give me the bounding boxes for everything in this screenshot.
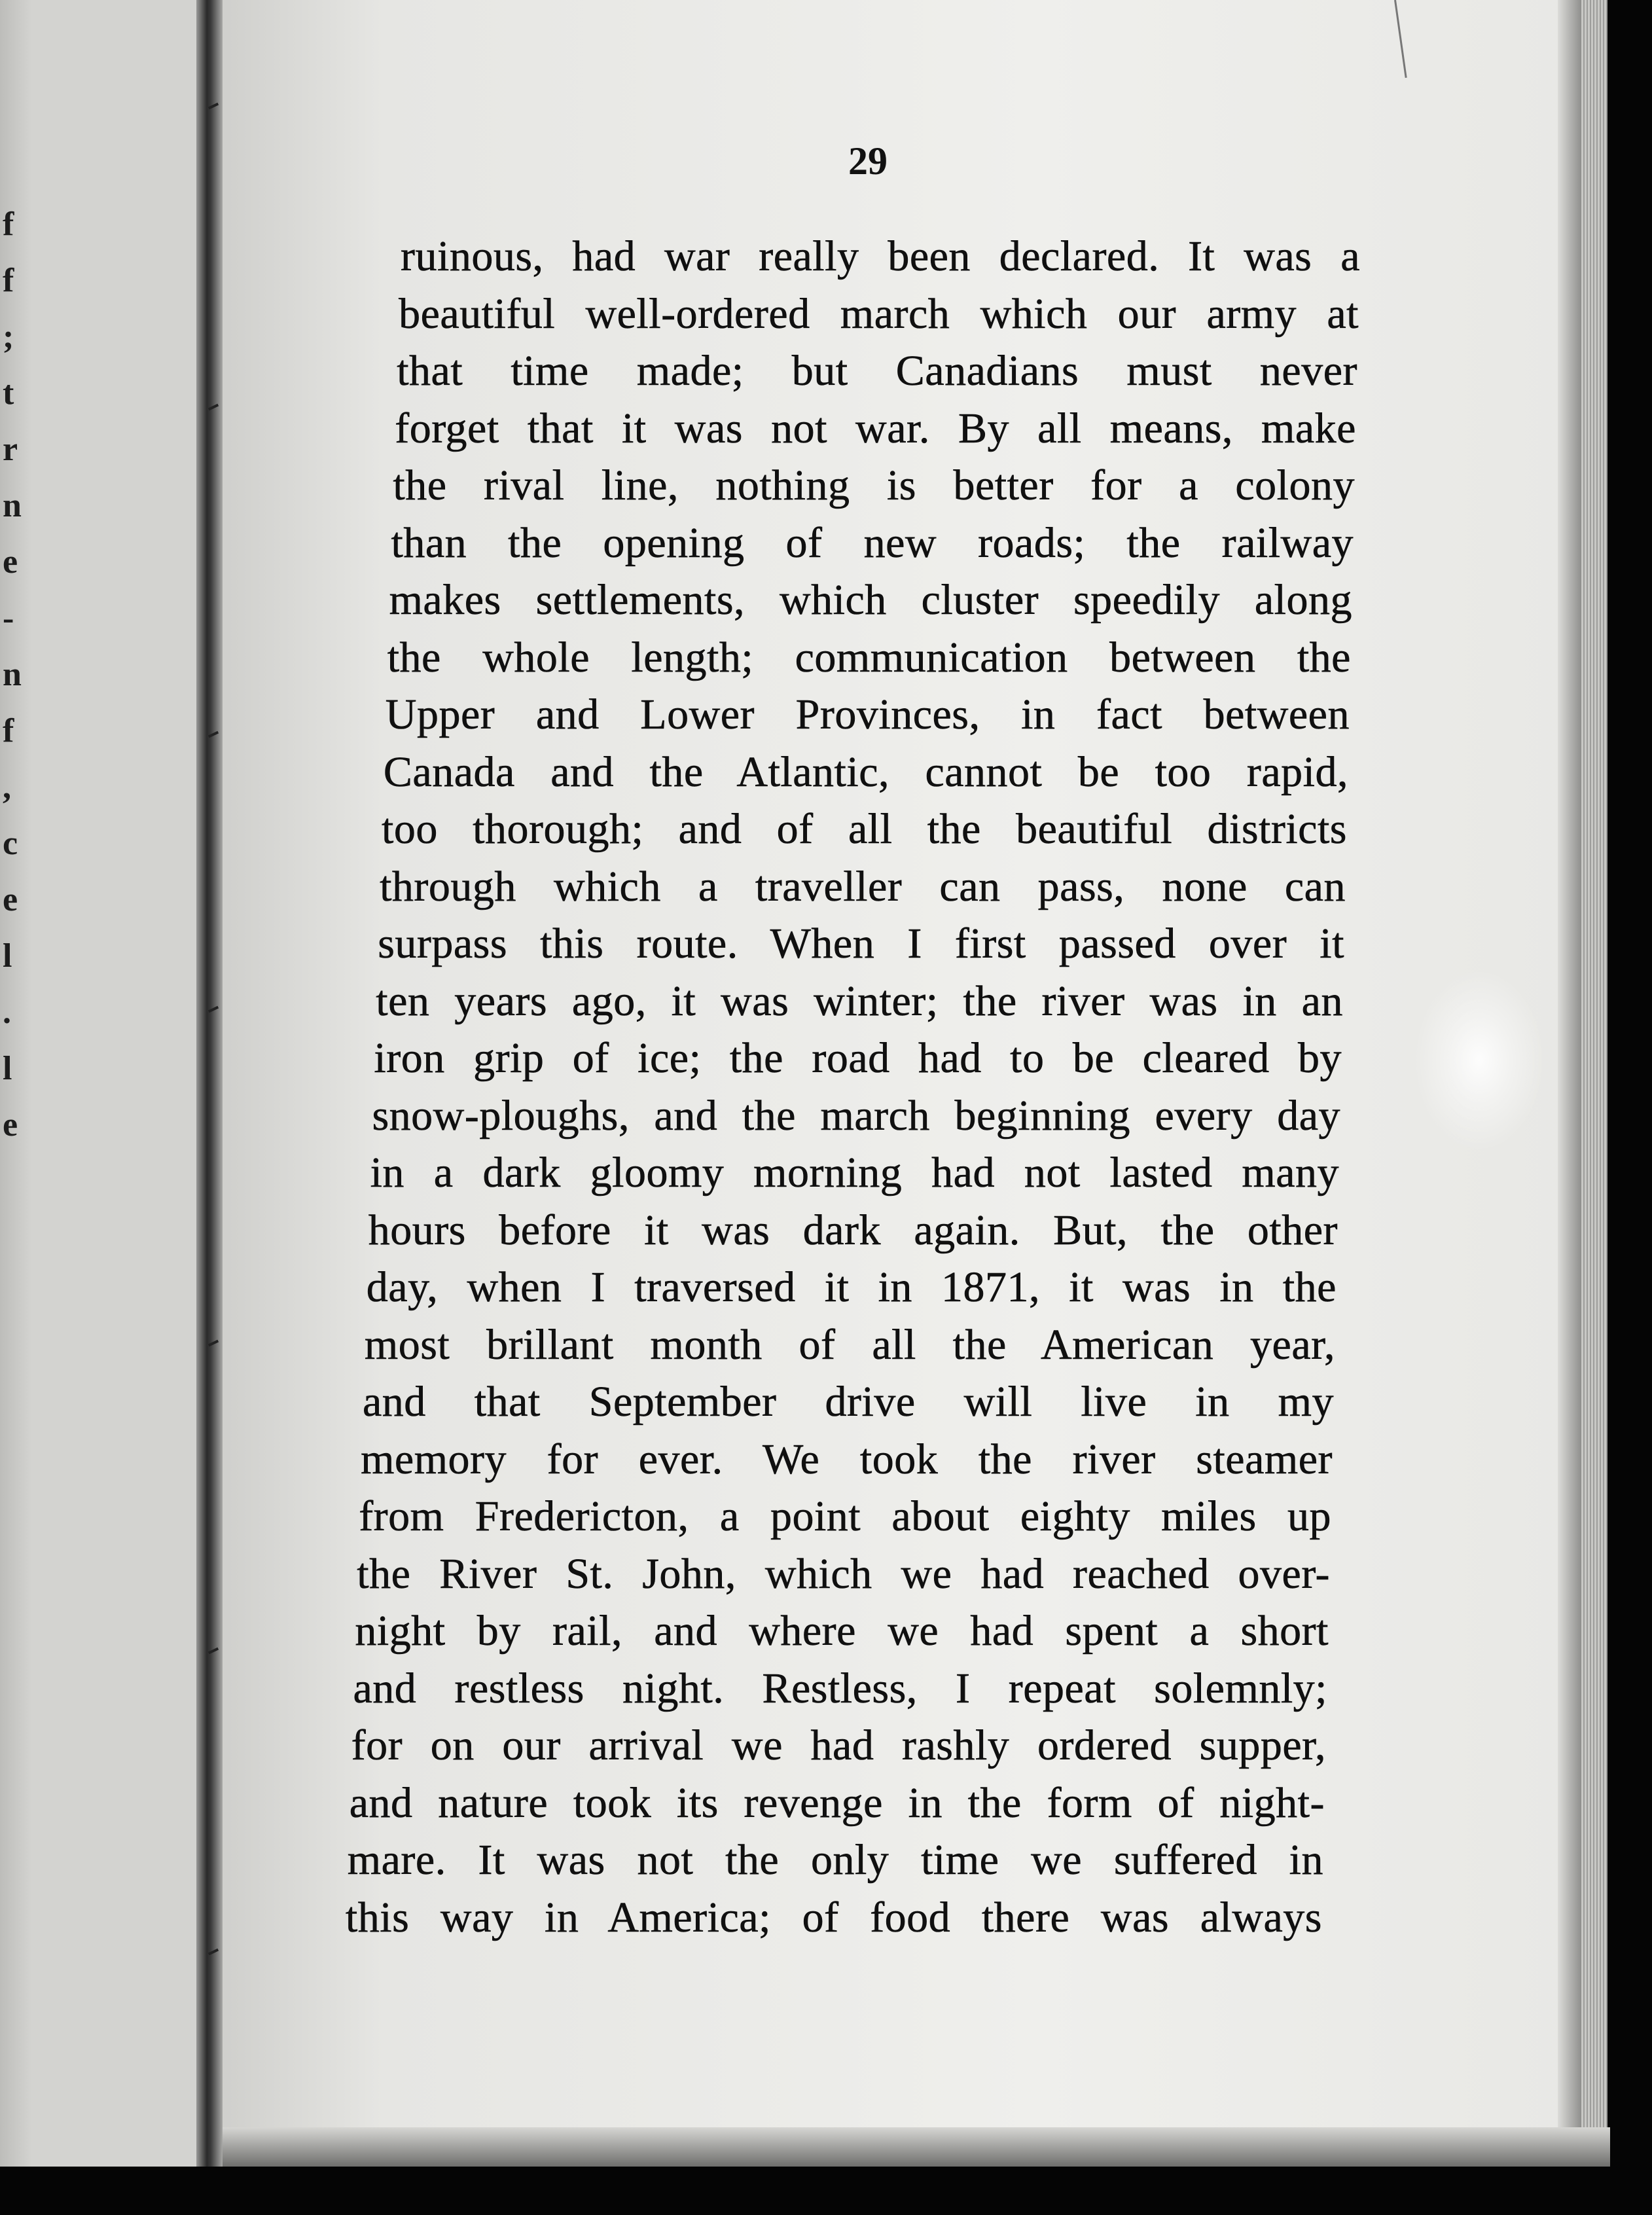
text-line: mare. It was not the only time we suffered in <box>347 1836 1323 1884</box>
text-line: and that September drive will live in my <box>363 1378 1334 1426</box>
text-line: Upper and Lower Provinces, in fact between <box>385 691 1350 738</box>
page-number: 29 <box>848 139 888 183</box>
left-page-fragment: . <box>3 994 11 1031</box>
text-line: the rival line, nothing is better for a colony <box>393 461 1355 509</box>
text-line: from Fredericton, a point about eighty miles up <box>359 1492 1331 1540</box>
text-line: this way in America; of food there was always <box>345 1893 1322 1941</box>
text-line: most brillant month of all the American year, <box>364 1320 1335 1369</box>
text-line: memory for ever. We took the river steamer <box>361 1435 1333 1483</box>
text-line: hours before it was dark again. But, the other <box>368 1206 1338 1254</box>
text-line: and nature took its revenge in the form of night- <box>349 1778 1325 1827</box>
left-page-fragment: , <box>3 768 11 806</box>
text-line: ten years ago, it was winter; the river was in an <box>376 977 1343 1025</box>
text-line: forget that it was not war. By all means, make <box>395 404 1356 452</box>
text-line: night by rail, and where we had spent a short <box>355 1607 1329 1655</box>
left-page-fragment: n <box>3 487 22 524</box>
text-line: surpass this route. When I first passed over it <box>378 920 1344 967</box>
left-page-fragment: n <box>3 656 22 693</box>
left-page-fragment: - <box>3 600 14 637</box>
left-page-fragment: r <box>3 431 18 468</box>
left-page-fragment: f <box>3 712 14 749</box>
text-line: makes settlements, which cluster speedily along <box>389 576 1352 624</box>
text-line: too thorough; and of all the beautiful districts <box>382 805 1347 853</box>
left-page-fragment: e <box>3 543 18 581</box>
left-page-fragment: l <box>3 937 12 975</box>
text-line: through which a traveller can pass, none can <box>380 862 1346 910</box>
left-page-fragment: f <box>3 206 14 243</box>
text-line: Canada and the Atlantic, cannot be too rapid, <box>383 747 1348 796</box>
text-line: beautiful well-ordered march which our army at <box>399 289 1359 338</box>
text-line: in a dark gloomy morning had not lasted many <box>370 1149 1339 1197</box>
text-line: snow-ploughs, and the march beginning every day <box>372 1091 1340 1140</box>
left-page-fragment: e <box>3 881 18 918</box>
text-line: the River St. John, which we had reached over- <box>357 1549 1330 1598</box>
left-page-fragment: e <box>3 1106 18 1144</box>
left-page-fragment: l <box>3 1050 12 1087</box>
text-line: and restless night. Restless, I repeat solemnly; <box>353 1664 1327 1712</box>
left-page-fragment: f <box>3 262 14 299</box>
text-line: for on our arrival we had rashly ordered supper, <box>351 1721 1326 1769</box>
text-line: iron grip of ice; the road had to be cleared by <box>374 1034 1342 1082</box>
left-page-fragment: ; <box>3 318 14 355</box>
left-page-fragment: t <box>3 374 14 412</box>
text-line: day, when I traversed it in 1871, it was in the <box>366 1263 1337 1311</box>
text-line: ruinous, had war really been declared. It was a <box>401 232 1360 280</box>
text-line: than the opening of new roads; the railway <box>391 518 1354 567</box>
text-line: the whole length; communication between the <box>387 633 1351 681</box>
left-page-fragment: c <box>3 825 18 862</box>
text-line: that time made; but Canadians must never <box>397 347 1357 395</box>
